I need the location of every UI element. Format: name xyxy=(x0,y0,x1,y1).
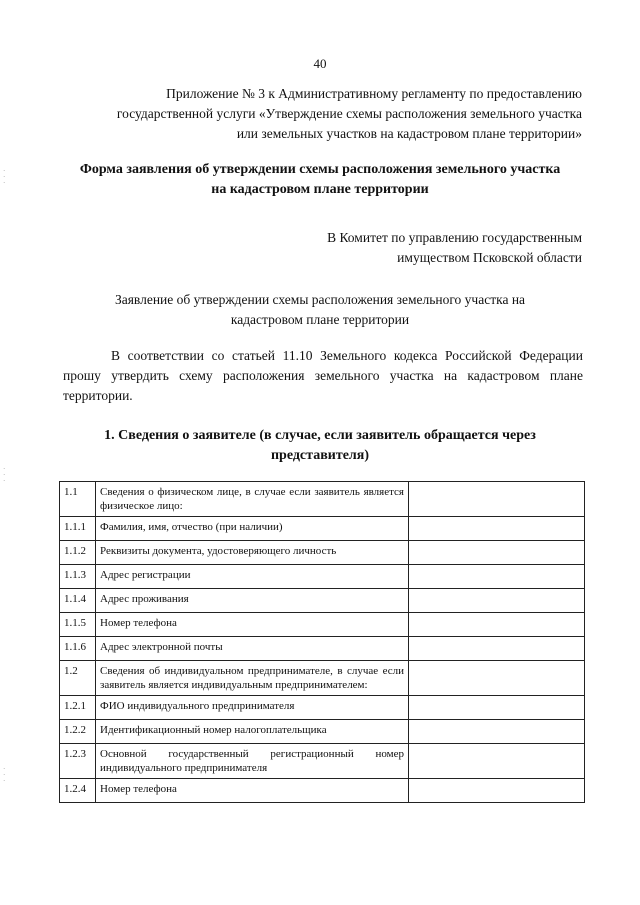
appendix-header xyxy=(62,84,582,144)
row-value-field[interactable] xyxy=(409,744,585,779)
table-row xyxy=(60,613,585,637)
row-value-field[interactable] xyxy=(409,637,585,661)
table-row xyxy=(60,744,585,779)
table-row xyxy=(60,720,585,744)
appendix-line: государственной услуги «Утверждение схемы расположения земельного участка xyxy=(116,106,582,121)
addressee-line: имуществом Псковской области xyxy=(397,250,582,265)
row-number: 1.1 xyxy=(60,482,96,517)
addressee-line: В Комитет по управлению государственным xyxy=(327,230,582,245)
row-label: Адрес электронной почты xyxy=(96,637,409,661)
row-value-field[interactable] xyxy=(409,541,585,565)
row-number: 1.2 xyxy=(60,661,96,696)
row-value-field[interactable] xyxy=(409,613,585,637)
row-value-field[interactable] xyxy=(409,696,585,720)
section-title-line: 1. Сведения о заявителе (в случае, если заявитель обращается через xyxy=(104,428,536,443)
statement-title-line: Заявление об утверждении схемы расположения земельного участка на xyxy=(114,292,526,307)
row-number: 1.1.3 xyxy=(60,565,96,589)
row-label: Адрес регистрации xyxy=(96,565,409,589)
row-label: ФИО индивидуального предпринимателя xyxy=(96,696,409,720)
row-label: Реквизиты документа, удостоверяющего личность xyxy=(96,541,409,565)
row-label: Фамилия, имя, отчество (при наличии) xyxy=(96,517,409,541)
table-row xyxy=(60,589,585,613)
row-label: Основной государственный регистрационный номер индивидуального предпринимателя xyxy=(96,744,409,779)
appendix-line: или земельных участков на кадастровом плане территории» xyxy=(236,126,582,141)
statement-title-line: кадастровом плане территории xyxy=(230,312,410,327)
statement-title xyxy=(60,290,580,330)
row-label: Сведения об индивидуальном предпринимателе, в случае если заявитель является индивидуальным предпринимателем: xyxy=(96,661,409,696)
table-row xyxy=(60,661,585,696)
form-title-line: на кадастровом плане территории xyxy=(211,182,429,197)
row-label: Адрес проживания xyxy=(96,589,409,613)
row-number: 1.1.5 xyxy=(60,613,96,637)
applicant-info-table xyxy=(59,481,585,803)
form-title-line: Форма заявления об утверждении схемы расположения земельного участка xyxy=(79,162,561,177)
row-label: Номер телефона xyxy=(96,613,409,637)
statement-body: В соответствии со статьей 11.10 Земельного кодекса Российской Федерации прошу утвердить схему расположения земельного участка на кадастровом плане территории. xyxy=(63,348,583,403)
row-number: 1.2.1 xyxy=(60,696,96,720)
row-value-field[interactable] xyxy=(409,482,585,517)
row-value-field[interactable] xyxy=(409,589,585,613)
section-1-title xyxy=(60,426,580,466)
table-row xyxy=(60,482,585,517)
table-row xyxy=(60,696,585,720)
section-title-line: представителя) xyxy=(270,448,370,463)
table-row xyxy=(60,517,585,541)
row-value-field[interactable] xyxy=(409,565,585,589)
form-title xyxy=(50,160,590,200)
row-number: 1.1.4 xyxy=(60,589,96,613)
row-number: 1.2.4 xyxy=(60,779,96,803)
row-value-field[interactable] xyxy=(409,661,585,696)
table-row xyxy=(60,565,585,589)
margin-mark: · · · xyxy=(3,465,6,485)
table-row xyxy=(60,779,585,803)
table-row xyxy=(60,541,585,565)
margin-mark: · · · xyxy=(3,167,6,187)
row-label: Сведения о физическом лице, в случае если заявитель является физическое лицо: xyxy=(96,482,409,517)
row-number: 1.2.3 xyxy=(60,744,96,779)
row-number: 1.1.6 xyxy=(60,637,96,661)
row-label: Идентификационный номер налогоплательщика xyxy=(96,720,409,744)
row-value-field[interactable] xyxy=(409,720,585,744)
table-row xyxy=(60,637,585,661)
row-value-field[interactable] xyxy=(409,779,585,803)
row-number: 1.1.2 xyxy=(60,541,96,565)
row-number: 1.2.2 xyxy=(60,720,96,744)
margin-mark: · · · xyxy=(3,765,6,785)
appendix-line: Приложение № 3 к Административному регламенту по предоставлению xyxy=(166,86,582,101)
row-number: 1.1.1 xyxy=(60,517,96,541)
addressee xyxy=(300,228,582,268)
row-value-field[interactable] xyxy=(409,517,585,541)
page-number: 40 xyxy=(313,56,327,71)
row-label: Номер телефона xyxy=(96,779,409,803)
